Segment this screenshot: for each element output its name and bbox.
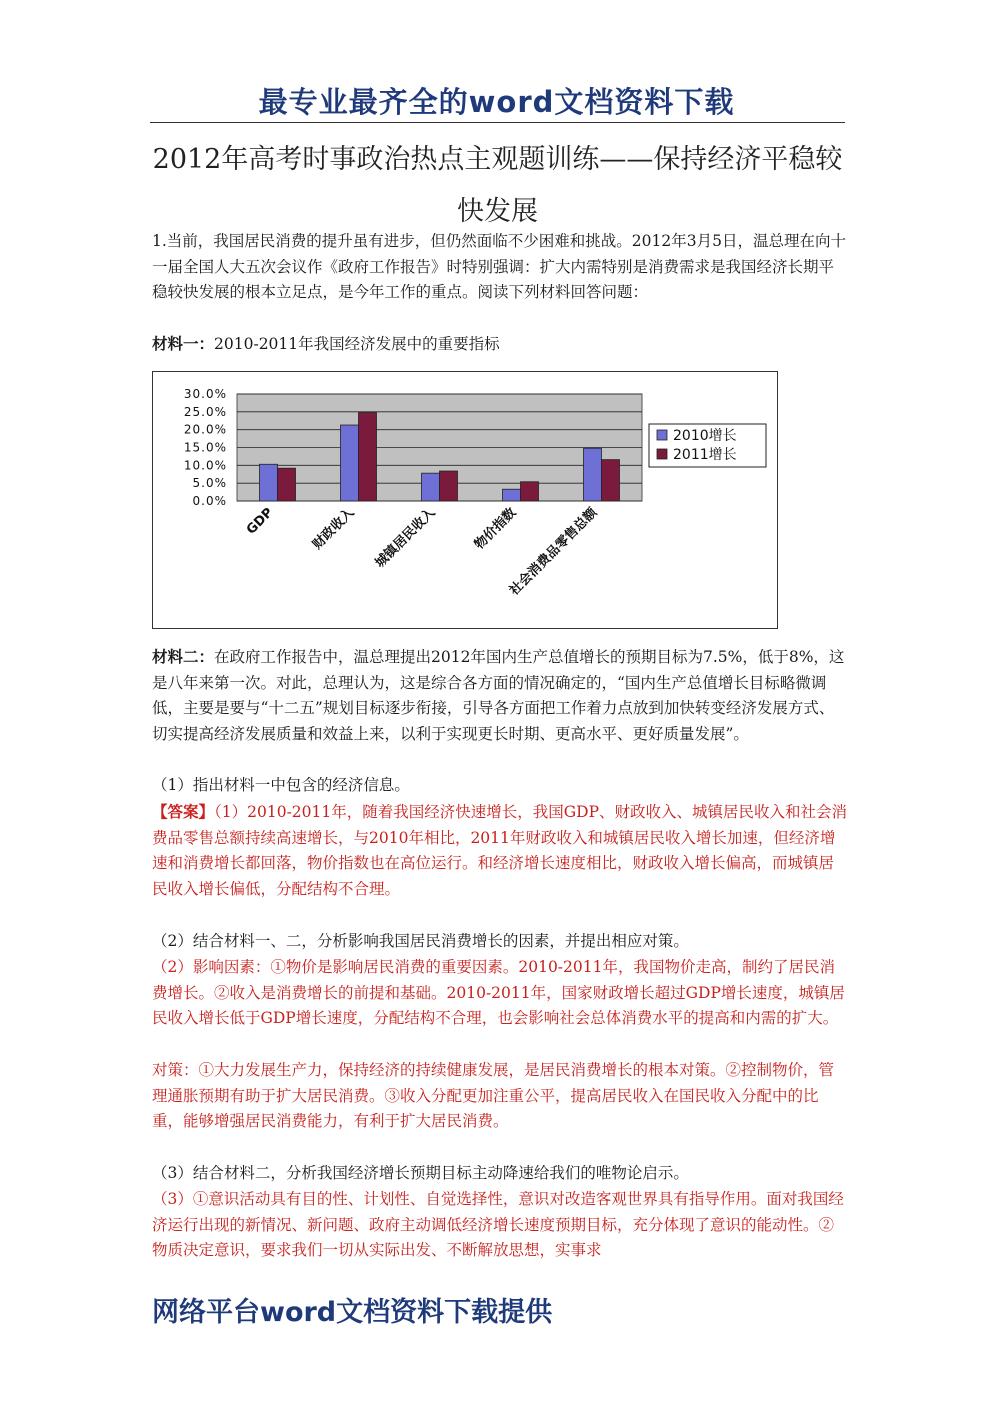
answer-tag: 【答案】 [152,802,215,821]
indicator-bar-chart [152,371,779,630]
question-3: （3）结合材料二，分析我国经济增长预期目标主动降速给我们的唯物论启示。 [152,1164,689,1182]
material2-label: 材料二： [152,647,215,666]
legend-label: 2011增长 [673,447,737,463]
answer-3: （3）①意识活动具有目的性、计划性、自觉选择性，意识对改造客观世界具有指导作用。面对我国经济运行出现的新情况、新问题、政府主动调低经济增长速度预期目标，充分体现了意识的能动性。②物质决定意识，要求我们一切从实际出发、不断解放思想，实事求 [152,1190,844,1260]
material1-label: 材料一： [152,334,215,353]
bar [278,468,296,501]
bar [503,489,521,501]
bar [602,460,620,501]
bar [440,471,458,501]
legend-swatch [657,449,667,459]
y-tick-label: 15.0% [183,440,227,455]
bar [341,425,359,501]
bar [260,464,278,501]
y-tick-label: 0.0% [192,494,227,508]
material1-text: 2010-2011年我国经济发展中的重要指标 [214,335,500,353]
legend-label: 2010增长 [673,428,737,444]
material1-caption [152,331,500,357]
bar [521,482,539,501]
x-tick-label: 社会消费品零售总额 [506,505,601,599]
y-tick-label: 25.0% [183,404,227,419]
material2-text: 在政府工作报告中，温总理提出2012年国内生产总值增长的预期目标为7.5%，低于8%，这是八年来第一次。对此，总理认为，这是综合各方面的情况确定的，“国内生产总值增长目标略微调低，主要是要与“十二五”规划目标逐步衔接，引导各方面把工作着力点放到加快转变经济发展方式、切实提高经济发展质量和效益上来，以利于实现更长时期、更高水平、更好质量发展”。 [152,648,845,743]
answer-1-text: （1）2010-2011年，随着我国经济快速增长，我国GDP、财政收入、城镇居民收入和社会消费品零售总额持续高速增长，与2010年相比，2011年财政收入和城镇居民收入增长加速，但经济增速和消费增长都回落，物价指数也在高位运行。和经济增长速度相比，财政收入增长偏高，而城镇居民收入增长偏低，分配结构不合理。 [152,803,847,898]
y-tick-label: 10.0% [183,458,227,473]
chart-legend [649,424,766,467]
x-tick-label: GDP [243,505,277,538]
top-banner: 最专业最齐全的word文档资料下载 [258,85,735,119]
answer-2-countermeasures: 对策：①大力发展生产力，保持经济的持续健康发展，是居民消费增长的根本对策。②控制物价，管理通胀预期有助于扩大居民消费。③收入分配更加注重公平，提高居民收入在国民收入分配中的比重，能够增强居民消费能力，有利于扩大居民消费。 [152,1061,835,1131]
legend-swatch [657,430,667,440]
x-tick-label: 城镇居民收入 [372,505,439,571]
y-tick-label: 20.0% [183,422,227,437]
question-2: （2）结合材料一、二，分析影响我国居民消费增长的因素，并提出相应对策。 [152,932,689,950]
y-tick-label: 5.0% [192,476,227,491]
header-divider [150,122,845,123]
y-tick-label: 30.0% [183,387,227,401]
answer-2-factors: （2）影响因素：①物价是影响居民消费的重要因素。2010-2011年，我国物价走高，制约了居民消费增长。②收入是消费增长的前提和基础。2010-2011年，国家财政增长超过GDP增长速度，城镇居民收入增长低于GDP增长速度，分配结构不合理，也会影响社会总体消费水平的提高和内需的扩大。 [152,958,845,1028]
bar [584,448,602,501]
material2-paragraph [152,644,847,747]
question-1: （1）指出材料一中包含的经济信息。 [152,776,410,794]
bar [422,473,440,501]
x-tick-label: 财政收入 [309,505,358,553]
intro-paragraph: 1.当前，我国居民消费的提升虽有进步，但仍然面临不少困难和挑战。2012年3月5日，温总理在向十一届全国人大五次会议作《政府工作报告》时特别强调：扩大内需特别是消费需求是我国经济长期平稳较快发展的根本立足点，是今年工作的重点。阅读下列材料回答问题： [152,232,846,302]
bottom-banner: 网络平台word文档资料下载提供 [152,1297,553,1328]
page-title: 2012年高考时事政治热点主观题训练——保持经济平稳较快发展 [152,144,843,227]
x-tick-label: 物价指数 [471,505,520,553]
bar [359,413,377,501]
answer-1 [152,799,847,902]
